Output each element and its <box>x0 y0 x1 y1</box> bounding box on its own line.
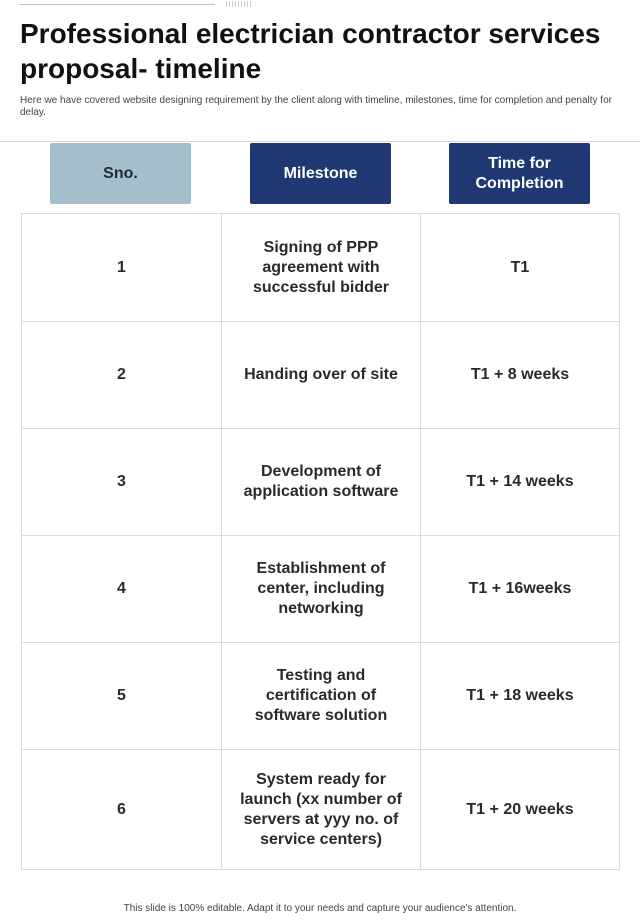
table-row <box>22 536 620 643</box>
cell-milestone: Signing of PPP agreement with successful bidder <box>222 214 421 322</box>
cell-sno: 6 <box>22 750 222 870</box>
table-row <box>22 214 620 322</box>
top-decorative-ticks <box>226 1 252 7</box>
cell-time: T1 + 8 weeks <box>421 322 620 429</box>
cell-milestone: Development of application software <box>222 429 421 536</box>
footer-note: This slide is 100% editable. Adapt it to your needs and capture your audience's attention. <box>123 903 517 914</box>
cell-time: T1 + 16weeks <box>421 536 620 643</box>
column-header-time-for-completion: Time for Completion <box>449 143 590 204</box>
header-divider <box>0 141 640 142</box>
cell-milestone: Testing and certification of software solution <box>222 643 421 750</box>
cell-time: T1 <box>421 214 620 322</box>
table-row <box>22 322 620 429</box>
cell-milestone: Handing over of site <box>222 322 421 429</box>
page-subtitle: Here we have covered website designing requirement by the client along with timeline, milestones, time for completion and penalty for delay. <box>20 95 612 118</box>
cell-milestone: System ready for launch (xx number of servers at yyy no. of service centers) <box>222 750 421 870</box>
cell-time: T1 + 14 weeks <box>421 429 620 536</box>
table-row <box>22 750 620 870</box>
cell-sno: 3 <box>22 429 222 536</box>
column-header-milestone: Milestone <box>250 143 391 204</box>
cell-time: T1 + 20 weeks <box>421 750 620 870</box>
cell-sno: 4 <box>22 536 222 643</box>
cell-time: T1 + 18 weeks <box>421 643 620 750</box>
cell-sno: 1 <box>22 214 222 322</box>
table-row <box>22 429 620 536</box>
column-header-sno: Sno. <box>50 143 191 204</box>
cell-milestone: Establishment of center, including networking <box>222 536 421 643</box>
cell-sno: 2 <box>22 322 222 429</box>
timeline-table <box>21 213 620 870</box>
cell-sno: 5 <box>22 643 222 750</box>
top-decorative-rule <box>20 4 215 5</box>
table-row <box>22 643 620 750</box>
page-title: Professional electrician contractor services proposal- timeline <box>20 18 601 84</box>
